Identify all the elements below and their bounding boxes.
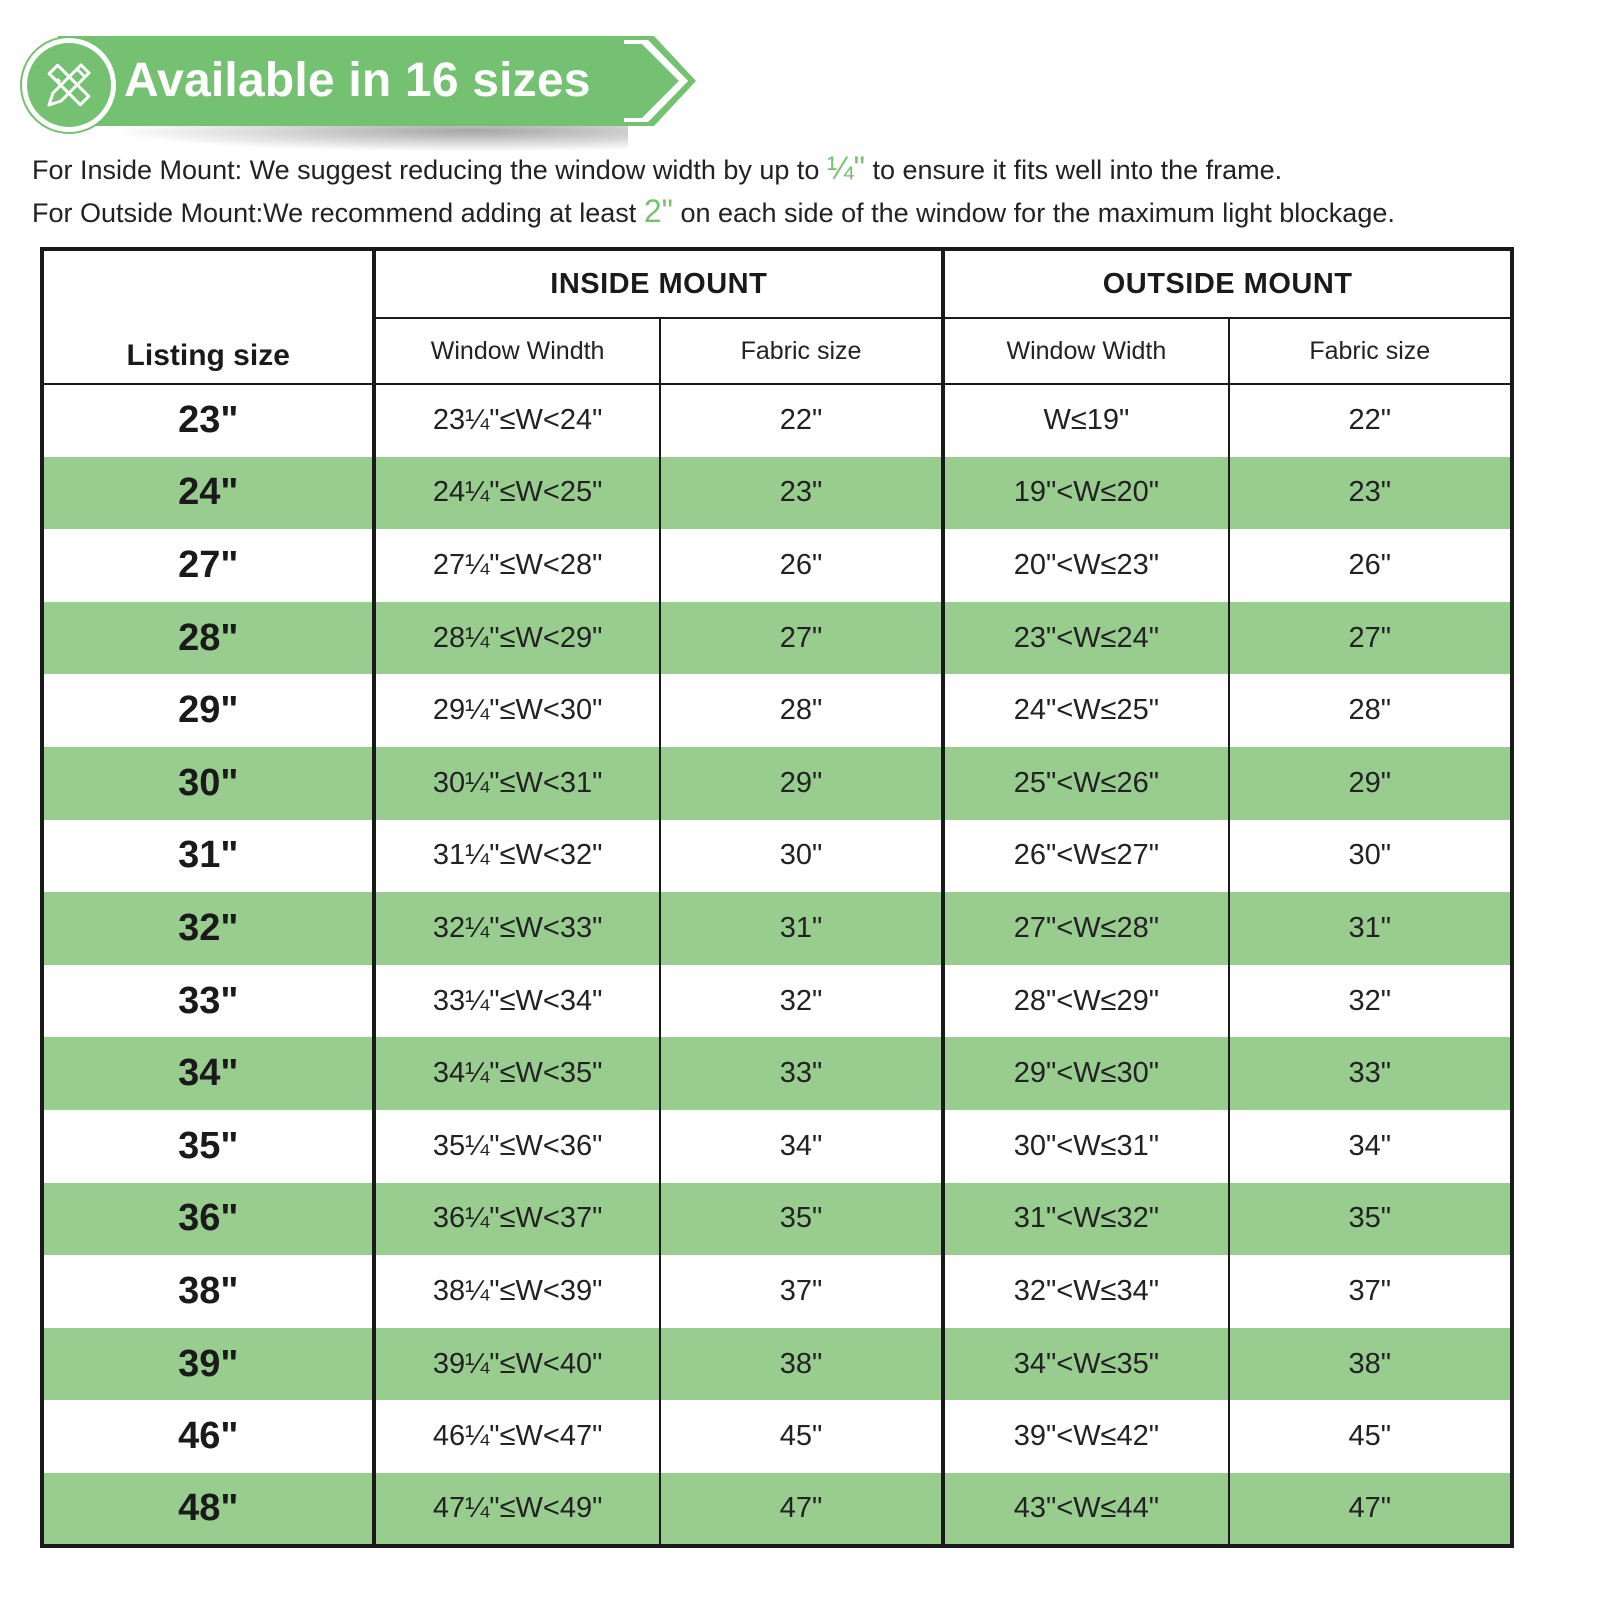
inside-fabric-size-cell: 31" [660, 892, 943, 965]
inside-fabric-size-cell: 28" [660, 674, 943, 747]
inside-window-width-cell: 34¼"≤W<35" [374, 1037, 659, 1110]
outside-fabric-size-cell: 32" [1229, 965, 1512, 1038]
outside-window-width-cell: 34"<W≤35" [943, 1328, 1228, 1401]
table-row [42, 529, 1512, 602]
inside-window-width-header: Window Windth [374, 318, 659, 384]
outside-fabric-size-cell: 30" [1229, 820, 1512, 893]
inside-fabric-size-cell: 27" [660, 602, 943, 675]
outside-fabric-size-cell: 38" [1229, 1328, 1512, 1401]
mount-notes [32, 148, 1395, 234]
inside-mount-value: ¼" [826, 150, 865, 186]
outside-window-width-cell: 20"<W≤23" [943, 529, 1228, 602]
inside-window-width-cell: 32¼"≤W<33" [374, 892, 659, 965]
inside-window-width-cell: 27¼"≤W<28" [374, 529, 659, 602]
size-table [40, 247, 1514, 1548]
inside-window-width-cell: 36¼"≤W<37" [374, 1183, 659, 1256]
inside-mount-label: For Inside Mount: [32, 155, 243, 185]
inside-fabric-size-cell: 35" [660, 1183, 943, 1256]
inside-fabric-size-cell: 34" [660, 1110, 943, 1183]
outside-window-width-cell: 29"<W≤30" [943, 1037, 1228, 1110]
listing-size-cell: 48" [42, 1473, 374, 1546]
inside-fabric-size-cell: 23" [660, 457, 943, 530]
outside-fabric-size-cell: 37" [1229, 1255, 1512, 1328]
outside-fabric-size-header: Fabric size [1229, 318, 1512, 384]
listing-size-cell: 34" [42, 1037, 374, 1110]
inside-window-width-cell: 31¼"≤W<32" [374, 820, 659, 893]
table-row [42, 1473, 1512, 1546]
inside-fabric-size-cell: 32" [660, 965, 943, 1038]
inside-fabric-size-cell: 37" [660, 1255, 943, 1328]
outside-fabric-size-cell: 47" [1229, 1473, 1512, 1546]
outside-mount-header: OUTSIDE MOUNT [943, 249, 1512, 318]
inside-fabric-size-cell: 38" [660, 1328, 943, 1401]
inside-mount-text-pre: We suggest reducing the window width by up to [242, 155, 827, 185]
table-row [42, 747, 1512, 820]
outside-window-width-cell: 23"<W≤24" [943, 602, 1228, 675]
outside-window-width-cell: 43"<W≤44" [943, 1473, 1228, 1546]
table-row [42, 602, 1512, 675]
table-row [42, 1400, 1512, 1473]
outside-window-width-cell: 31"<W≤32" [943, 1183, 1228, 1256]
listing-size-cell: 27" [178, 543, 239, 586]
outside-fabric-size-cell: 22" [1229, 384, 1512, 457]
outside-fabric-size-cell: 28" [1229, 674, 1512, 747]
inside-mount-note [32, 148, 1395, 191]
outside-window-width-header: Window Width [943, 318, 1228, 384]
table-body [42, 384, 1512, 1546]
banner-badge [22, 38, 116, 132]
inside-fabric-size-cell: 47" [660, 1473, 943, 1546]
listing-size-cell: 30" [42, 747, 374, 820]
inside-window-width-cell: 23¼"≤W<24" [374, 384, 659, 457]
outside-fabric-size-cell: 23" [1229, 457, 1512, 530]
outside-fabric-size-cell: 31" [1229, 892, 1512, 965]
outside-window-width-cell: 28"<W≤29" [943, 965, 1228, 1038]
outside-window-width-cell: 19"<W≤20" [943, 457, 1228, 530]
outside-mount-label: For Outside Mount: [32, 198, 264, 228]
listing-size-header: Listing size [42, 318, 374, 384]
inside-fabric-size-cell: 29" [660, 747, 943, 820]
outside-window-width-cell: 30"<W≤31" [943, 1110, 1228, 1183]
outside-window-width-cell: W≤19" [943, 384, 1228, 457]
inside-window-width-cell: 35¼"≤W<36" [374, 1110, 659, 1183]
table-row [42, 1183, 1512, 1256]
inside-fabric-size-header: Fabric size [660, 318, 943, 384]
outside-window-width-cell: 27"<W≤28" [943, 892, 1228, 965]
table-row [42, 384, 1512, 457]
table-row [42, 820, 1512, 893]
outside-window-width-cell: 26"<W≤27" [943, 820, 1228, 893]
listing-size-cell: 29" [178, 689, 239, 732]
table-row [42, 1328, 1512, 1401]
listing-size-cell: 46" [178, 1415, 239, 1458]
listing-size-cell: 23" [178, 399, 239, 442]
table-column-header-row [42, 318, 1512, 384]
outside-fabric-size-cell: 33" [1229, 1037, 1512, 1110]
listing-size-cell: 36" [42, 1183, 374, 1256]
outside-window-width-cell: 24"<W≤25" [943, 674, 1228, 747]
outside-window-width-cell: 32"<W≤34" [943, 1255, 1228, 1328]
inside-fabric-size-cell: 30" [660, 820, 943, 893]
inside-window-width-cell: 47¼"≤W<49" [374, 1473, 659, 1546]
listing-size-cell: 24" [42, 457, 374, 530]
outside-window-width-cell: 39"<W≤42" [943, 1400, 1228, 1473]
inside-window-width-cell: 30¼"≤W<31" [374, 747, 659, 820]
inside-window-width-cell: 28¼"≤W<29" [374, 602, 659, 675]
inside-window-width-cell: 46¼"≤W<47" [374, 1400, 659, 1473]
inside-window-width-cell: 38¼"≤W<39" [374, 1255, 659, 1328]
listing-size-cell: 33" [178, 979, 239, 1022]
outside-mount-text-post: on each side of the window for the maximum light blockage. [672, 198, 1395, 228]
outside-mount-value: 2" [643, 193, 673, 229]
inside-fabric-size-cell: 26" [660, 529, 943, 602]
table-row [42, 965, 1512, 1038]
pencil-ruler-icon [41, 57, 97, 113]
inside-fabric-size-cell: 45" [660, 1400, 943, 1473]
listing-size-cell: 35" [178, 1124, 239, 1167]
outside-fabric-size-cell: 45" [1229, 1400, 1512, 1473]
inside-fabric-size-cell: 33" [660, 1037, 943, 1110]
chevron-right-icon [624, 36, 696, 126]
outside-fabric-size-cell: 27" [1229, 602, 1512, 675]
outside-fabric-size-cell: 34" [1229, 1110, 1512, 1183]
outside-mount-note [32, 191, 1395, 234]
listing-size-cell: 39" [42, 1328, 374, 1401]
inside-window-width-cell: 33¼"≤W<34" [374, 965, 659, 1038]
table-row [42, 1110, 1512, 1183]
inside-fabric-size-cell: 22" [660, 384, 943, 457]
listing-size-cell: 28" [42, 602, 374, 675]
table-row [42, 457, 1512, 530]
banner [18, 36, 718, 130]
outside-window-width-cell: 25"<W≤26" [943, 747, 1228, 820]
table-row [42, 1255, 1512, 1328]
listing-size-cell: 38" [178, 1269, 239, 1312]
inside-window-width-cell: 24¼"≤W<25" [374, 457, 659, 530]
banner-title: Available in 16 sizes [124, 54, 591, 107]
listing-size-cell: 32" [42, 892, 374, 965]
blank-corner-cell [42, 249, 374, 318]
table-row [42, 892, 1512, 965]
inside-window-width-cell: 29¼"≤W<30" [374, 674, 659, 747]
inside-window-width-cell: 39¼"≤W<40" [374, 1328, 659, 1401]
table-row [42, 1037, 1512, 1110]
outside-mount-text-pre: We recommend adding at least [263, 198, 644, 228]
listing-size-cell: 31" [178, 834, 239, 877]
table-row [42, 674, 1512, 747]
outside-fabric-size-cell: 29" [1229, 747, 1512, 820]
table-group-header-row [42, 249, 1512, 318]
inside-mount-header: INSIDE MOUNT [374, 249, 943, 318]
inside-mount-text-post: to ensure it fits well into the frame. [864, 155, 1283, 185]
outside-fabric-size-cell: 26" [1229, 529, 1512, 602]
outside-fabric-size-cell: 35" [1229, 1183, 1512, 1256]
